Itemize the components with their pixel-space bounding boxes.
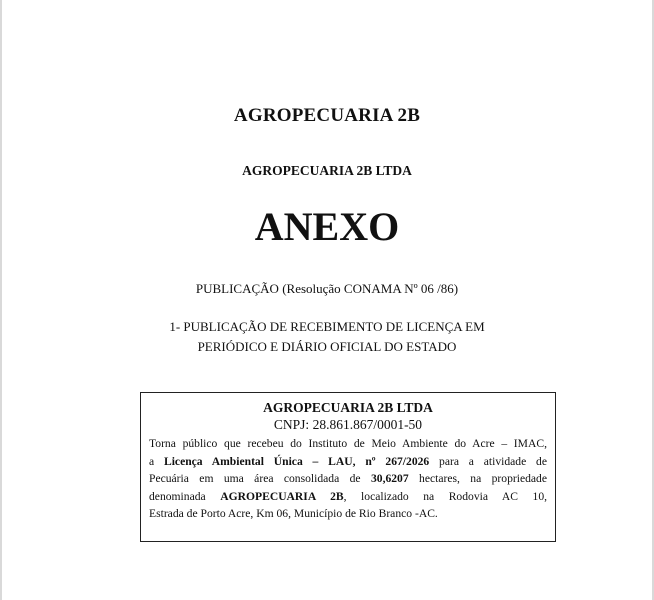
notice-line-2-prefix: a xyxy=(149,454,155,468)
notice-cnpj: CNPJ: 28.861.867/0001-50 xyxy=(273,417,423,432)
notice-line-4-prefix: denominada xyxy=(149,489,206,503)
notice-line-1: Torna público que recebeu do Instituto de Meio Ambiente do Acre – IMAC, xyxy=(149,437,547,450)
notice-line-2 xyxy=(149,453,547,471)
document-subtitle: AGROPECUARIA 2B LTDA xyxy=(242,163,412,178)
publication-reference: PUBLICAÇÃO (Resolução CONAMA Nº 06 /86) xyxy=(195,281,459,296)
notice-line-2-suffix: para a atividade de xyxy=(439,454,547,468)
section-heading xyxy=(0,317,654,357)
notice-line-4-suffix: , localizado na Rodovia AC 10, xyxy=(343,489,548,503)
notice-company-name: AGROPECUARIA 2B LTDA xyxy=(263,400,433,415)
notice-line-3 xyxy=(149,470,547,488)
section-heading-line-1: 1- PUBLICAÇÃO DE RECEBIMENTO DE LICENÇA EM xyxy=(169,319,485,334)
page-edge-left xyxy=(0,0,2,600)
section-heading-line-2: PERIÓDICO E DIÁRIO OFICIAL DO ESTADO xyxy=(197,339,457,354)
notice-line-4 xyxy=(149,488,547,506)
license-name: Licença Ambiental Única – LAU, nº 267/2026 xyxy=(163,454,430,468)
notice-line-5: Estrada de Porto Acre, Km 06, Município de Rio Branco -AC. xyxy=(149,507,438,521)
annex-heading: ANEXO xyxy=(254,204,400,249)
publication-notice-box xyxy=(140,392,556,542)
document-title: AGROPECUARIA 2B xyxy=(233,105,421,126)
notice-line-3-prefix: Pecuária em uma área consolidada de xyxy=(149,472,361,486)
notice-body xyxy=(149,435,547,523)
property-name: AGROPECUARIA 2B xyxy=(220,489,344,503)
notice-line-3-suffix: hectares, na propriedade xyxy=(419,472,547,486)
area-value: 30,6207 xyxy=(370,472,409,486)
